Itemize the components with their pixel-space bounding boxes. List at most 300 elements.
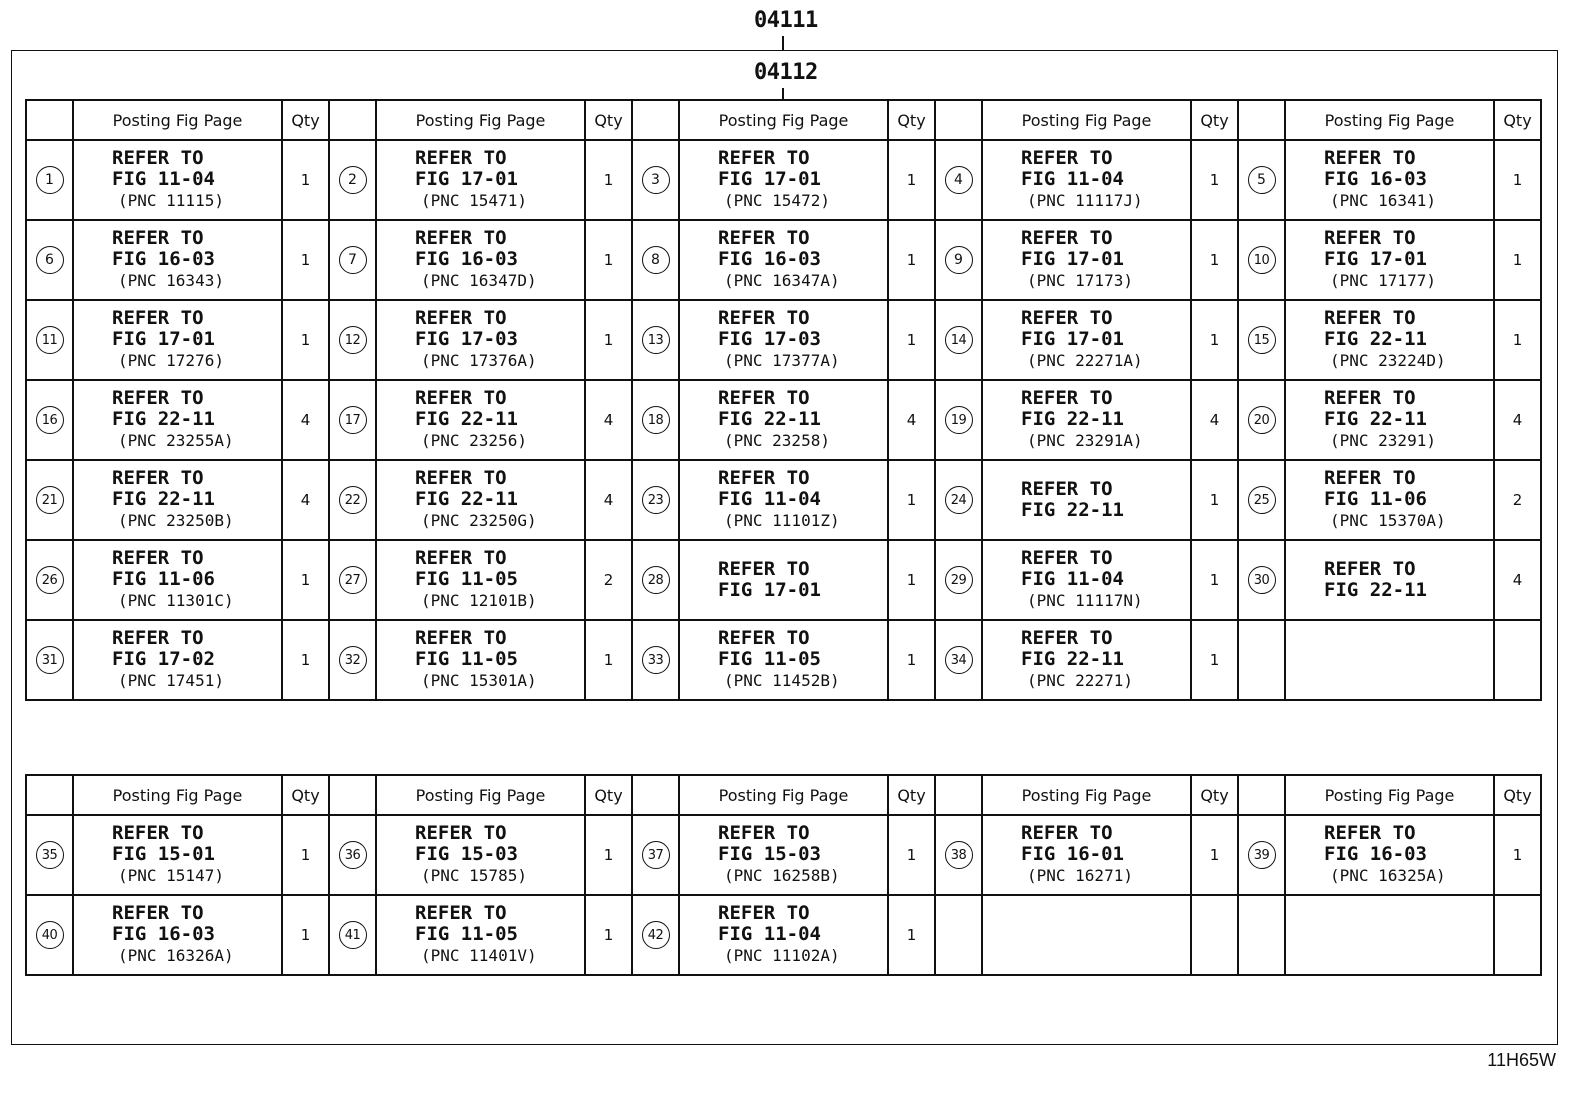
pnc-code: (PNC 15147) <box>118 866 224 885</box>
posting-reference-cell <box>1285 540 1494 620</box>
refer-to-label: REFER TO <box>1021 387 1113 409</box>
header-posting-fig-page: Posting Fig Page <box>1285 775 1494 815</box>
posting-reference-cell <box>982 220 1191 300</box>
item-number-cell <box>632 620 679 700</box>
item-number-badge: 33 <box>642 646 670 674</box>
posting-reference-cell <box>1285 220 1494 300</box>
pnc-code: (PNC 22271A) <box>1027 351 1143 370</box>
item-number-cell <box>26 300 73 380</box>
item-number-cell <box>26 220 73 300</box>
refer-to-label: REFER TO <box>1324 387 1416 409</box>
posting-reference-cell <box>1285 895 1494 975</box>
posting-reference-cell <box>982 380 1191 460</box>
refer-to-label: REFER TO <box>718 227 810 249</box>
item-number-badge: 19 <box>945 406 973 434</box>
posting-reference-cell <box>376 815 585 895</box>
pnc-code: (PNC 11115) <box>118 191 224 210</box>
fig-page-ref: FIG 22-11 <box>112 408 215 430</box>
qty-value: 4 <box>282 380 329 460</box>
item-number-badge: 22 <box>339 486 367 514</box>
header-posting-fig-page: Posting Fig Page <box>73 775 282 815</box>
item-number-cell <box>26 140 73 220</box>
qty-value: 1 <box>282 540 329 620</box>
table-row <box>26 140 1541 220</box>
posting-reference-cell <box>376 140 585 220</box>
pnc-code: (PNC 15370A) <box>1330 511 1446 530</box>
pnc-code: (PNC 16347A) <box>724 271 840 290</box>
posting-reference-cell <box>1285 380 1494 460</box>
table-row <box>26 300 1541 380</box>
pnc-code: (PNC 15471) <box>421 191 527 210</box>
posting-reference-cell <box>1285 620 1494 700</box>
refer-to-label: REFER TO <box>112 627 204 649</box>
item-number-badge: 17 <box>339 406 367 434</box>
fig-page-ref: FIG 16-03 <box>112 923 215 945</box>
item-number-badge: 16 <box>36 406 64 434</box>
qty-value: 1 <box>1191 540 1238 620</box>
pnc-code: (PNC 11401V) <box>421 946 537 965</box>
qty-value: 1 <box>1191 300 1238 380</box>
header-posting-fig-page: Posting Fig Page <box>982 775 1191 815</box>
header-qty: Qty <box>888 775 935 815</box>
fig-page-ref: FIG 11-06 <box>112 568 215 590</box>
item-number-cell <box>329 300 376 380</box>
pnc-code: (PNC 17376A) <box>421 351 537 370</box>
qty-value: 1 <box>282 140 329 220</box>
pnc-code: (PNC 23224D) <box>1330 351 1446 370</box>
item-number-badge: 21 <box>36 486 64 514</box>
fig-page-ref: FIG 22-11 <box>1021 648 1124 670</box>
qty-value: 1 <box>282 895 329 975</box>
pnc-code: (PNC 15301A) <box>421 671 537 690</box>
fig-page-ref: FIG 22-11 <box>112 488 215 510</box>
item-number-cell <box>935 380 982 460</box>
fig-page-ref: FIG 11-04 <box>1021 168 1124 190</box>
posting-reference-cell <box>679 300 888 380</box>
pnc-code: (PNC 11102A) <box>724 946 840 965</box>
refer-to-label: REFER TO <box>718 307 810 329</box>
qty-value: 1 <box>1494 300 1541 380</box>
qty-value: 1 <box>1191 220 1238 300</box>
header-blank-cell <box>329 775 376 815</box>
qty-value <box>1191 895 1238 975</box>
header-qty: Qty <box>1191 775 1238 815</box>
item-number-cell <box>26 540 73 620</box>
item-number-cell <box>1238 620 1285 700</box>
item-number-cell <box>632 300 679 380</box>
refer-to-label: REFER TO <box>1324 227 1416 249</box>
refer-to-label: REFER TO <box>718 467 810 489</box>
posting-reference-cell <box>1285 460 1494 540</box>
posting-reference-cell <box>73 220 282 300</box>
pnc-code: (PNC 17377A) <box>724 351 840 370</box>
posting-reference-cell <box>982 815 1191 895</box>
pnc-code: (PNC 11301C) <box>118 591 234 610</box>
qty-value: 1 <box>585 140 632 220</box>
pnc-code: (PNC 23250G) <box>421 511 537 530</box>
posting-reference-cell <box>679 895 888 975</box>
item-number-cell <box>26 815 73 895</box>
fig-page-ref: FIG 17-03 <box>718 328 821 350</box>
qty-value: 1 <box>888 815 935 895</box>
refer-to-label: REFER TO <box>112 147 204 169</box>
qty-value: 1 <box>282 815 329 895</box>
item-number-badge: 25 <box>1248 486 1276 514</box>
pnc-code: (PNC 17276) <box>118 351 224 370</box>
refer-to-label: REFER TO <box>1021 547 1113 569</box>
table-row <box>26 540 1541 620</box>
posting-reference-cell <box>73 300 282 380</box>
item-number-badge: 20 <box>1248 406 1276 434</box>
header-qty: Qty <box>282 100 329 140</box>
item-number-cell <box>632 220 679 300</box>
posting-reference-cell <box>73 620 282 700</box>
item-number-badge: 24 <box>945 486 973 514</box>
qty-value: 2 <box>1494 460 1541 540</box>
header-posting-fig-page: Posting Fig Page <box>376 775 585 815</box>
pnc-code: (PNC 17451) <box>118 671 224 690</box>
item-number-cell <box>1238 540 1285 620</box>
table-row <box>26 895 1541 975</box>
fig-page-ref: FIG 17-01 <box>1324 248 1427 270</box>
item-number-badge: 5 <box>1248 166 1276 194</box>
fig-page-ref: FIG 17-01 <box>112 328 215 350</box>
pnc-code: (PNC 16343) <box>118 271 224 290</box>
qty-value: 1 <box>1494 140 1541 220</box>
qty-value: 1 <box>888 620 935 700</box>
table-header-row <box>26 100 1541 140</box>
qty-value: 4 <box>585 380 632 460</box>
header-qty: Qty <box>1191 100 1238 140</box>
item-number-cell <box>935 460 982 540</box>
posting-reference-cell <box>679 380 888 460</box>
fig-page-ref: FIG 16-03 <box>1324 168 1427 190</box>
qty-value: 4 <box>1191 380 1238 460</box>
item-number-cell <box>1238 380 1285 460</box>
qty-value: 1 <box>888 895 935 975</box>
pnc-code: (PNC 23258) <box>724 431 830 450</box>
pnc-code: (PNC 16341) <box>1330 191 1436 210</box>
pnc-code: (PNC 15785) <box>421 866 527 885</box>
item-number-badge: 8 <box>642 246 670 274</box>
item-number-badge: 6 <box>36 246 64 274</box>
pnc-code: (PNC 23256) <box>421 431 527 450</box>
qty-value: 1 <box>585 895 632 975</box>
fig-page-ref: FIG 22-11 <box>1324 408 1427 430</box>
pnc-code: (PNC 23250B) <box>118 511 234 530</box>
qty-value: 1 <box>888 220 935 300</box>
posting-reference-cell <box>982 300 1191 380</box>
refer-to-label: REFER TO <box>415 822 507 844</box>
table-row <box>26 620 1541 700</box>
qty-value: 1 <box>888 140 935 220</box>
posting-reference-cell <box>73 460 282 540</box>
fig-page-ref: FIG 17-01 <box>1021 248 1124 270</box>
header-qty: Qty <box>282 775 329 815</box>
fig-page-ref: FIG 16-03 <box>415 248 518 270</box>
pnc-code: (PNC 22271) <box>1027 671 1133 690</box>
item-number-badge: 35 <box>36 841 64 869</box>
qty-value: 1 <box>282 620 329 700</box>
refer-to-label: REFER TO <box>718 822 810 844</box>
posting-reference-cell <box>679 220 888 300</box>
fig-page-ref: FIG 17-01 <box>415 168 518 190</box>
item-number-badge: 34 <box>945 646 973 674</box>
qty-value: 1 <box>585 620 632 700</box>
header-qty: Qty <box>888 100 935 140</box>
pnc-code: (PNC 16347D) <box>421 271 537 290</box>
assembly-code-inner: 04112 <box>754 60 818 85</box>
item-number-badge: 15 <box>1248 326 1276 354</box>
pnc-code: (PNC 11101Z) <box>724 511 840 530</box>
fig-page-ref: FIG 17-01 <box>718 168 821 190</box>
fig-page-ref: FIG 11-06 <box>1324 488 1427 510</box>
qty-value: 1 <box>1191 460 1238 540</box>
item-number-cell <box>329 460 376 540</box>
refer-to-label: REFER TO <box>112 307 204 329</box>
table-header-row <box>26 775 1541 815</box>
fig-page-ref: FIG 17-02 <box>112 648 215 670</box>
qty-value <box>1494 895 1541 975</box>
fig-page-ref: FIG 17-01 <box>718 579 821 601</box>
refer-to-label: REFER TO <box>415 902 507 924</box>
header-blank-cell <box>1238 775 1285 815</box>
header-posting-fig-page: Posting Fig Page <box>73 100 282 140</box>
pnc-code: (PNC 23291) <box>1330 431 1436 450</box>
item-number-badge: 28 <box>642 566 670 594</box>
pnc-code: (PNC 11117J) <box>1027 191 1143 210</box>
header-qty: Qty <box>1494 775 1541 815</box>
qty-value: 4 <box>282 460 329 540</box>
fig-page-ref: FIG 15-03 <box>718 843 821 865</box>
item-number-cell <box>26 895 73 975</box>
refer-to-label: REFER TO <box>415 227 507 249</box>
refer-to-label: REFER TO <box>415 547 507 569</box>
refer-to-label: REFER TO <box>718 627 810 649</box>
header-blank-cell <box>26 775 73 815</box>
item-number-badge: 42 <box>642 921 670 949</box>
posting-reference-cell <box>982 620 1191 700</box>
item-number-cell <box>935 140 982 220</box>
item-number-cell <box>632 895 679 975</box>
fig-page-ref: FIG 11-05 <box>415 923 518 945</box>
fig-page-ref: FIG 11-04 <box>112 168 215 190</box>
item-number-cell <box>632 380 679 460</box>
item-number-badge: 13 <box>642 326 670 354</box>
refer-to-label: REFER TO <box>415 147 507 169</box>
item-number-cell <box>26 380 73 460</box>
qty-value: 1 <box>1191 620 1238 700</box>
refer-to-label: REFER TO <box>1021 227 1113 249</box>
item-number-badge: 37 <box>642 841 670 869</box>
posting-reference-cell <box>376 380 585 460</box>
item-number-badge: 27 <box>339 566 367 594</box>
item-number-badge: 1 <box>36 166 64 194</box>
pnc-code: (PNC 23291A) <box>1027 431 1143 450</box>
item-number-badge: 26 <box>36 566 64 594</box>
pnc-code: (PNC 23255A) <box>118 431 234 450</box>
posting-reference-cell <box>73 895 282 975</box>
item-number-badge: 32 <box>339 646 367 674</box>
fig-page-ref: FIG 22-11 <box>1021 499 1124 521</box>
refer-to-label: REFER TO <box>415 627 507 649</box>
qty-value <box>1494 620 1541 700</box>
qty-value: 1 <box>1494 815 1541 895</box>
posting-reference-cell <box>73 140 282 220</box>
pnc-code: (PNC 16258B) <box>724 866 840 885</box>
fig-page-ref: FIG 16-03 <box>718 248 821 270</box>
pnc-code: (PNC 11452B) <box>724 671 840 690</box>
refer-to-label: REFER TO <box>1324 147 1416 169</box>
refer-to-label: REFER TO <box>1021 147 1113 169</box>
item-number-badge: 40 <box>36 921 64 949</box>
posting-reference-cell <box>376 460 585 540</box>
posting-reference-cell <box>982 140 1191 220</box>
posting-reference-cell <box>679 540 888 620</box>
refer-to-label: REFER TO <box>112 387 204 409</box>
posting-reference-cell <box>73 380 282 460</box>
posting-reference-cell <box>679 815 888 895</box>
assembly-code-outer: 04111 <box>754 8 818 33</box>
header-blank-cell <box>632 100 679 140</box>
reference-table-2 <box>25 774 1542 976</box>
header-blank-cell <box>935 775 982 815</box>
posting-reference-cell <box>73 540 282 620</box>
item-number-badge: 30 <box>1248 566 1276 594</box>
qty-value: 1 <box>888 540 935 620</box>
posting-reference-cell <box>376 300 585 380</box>
item-number-badge: 31 <box>36 646 64 674</box>
item-number-badge: 10 <box>1248 246 1276 274</box>
qty-value: 4 <box>1494 380 1541 460</box>
item-number-cell <box>1238 300 1285 380</box>
header-posting-fig-page: Posting Fig Page <box>376 100 585 140</box>
item-number-badge: 18 <box>642 406 670 434</box>
header-posting-fig-page: Posting Fig Page <box>982 100 1191 140</box>
qty-value: 1 <box>1191 815 1238 895</box>
header-blank-cell <box>1238 100 1285 140</box>
fig-page-ref: FIG 11-05 <box>718 648 821 670</box>
posting-reference-cell <box>73 815 282 895</box>
posting-reference-cell <box>376 540 585 620</box>
header-blank-cell <box>632 775 679 815</box>
header-posting-fig-page: Posting Fig Page <box>679 100 888 140</box>
pnc-code: (PNC 16325A) <box>1330 866 1446 885</box>
refer-to-label: REFER TO <box>1021 627 1113 649</box>
refer-to-label: REFER TO <box>718 147 810 169</box>
posting-reference-cell <box>982 540 1191 620</box>
refer-to-label: REFER TO <box>112 467 204 489</box>
item-number-cell <box>935 620 982 700</box>
item-number-cell <box>1238 895 1285 975</box>
item-number-cell <box>329 380 376 460</box>
refer-to-label: REFER TO <box>112 822 204 844</box>
pnc-code: (PNC 15472) <box>724 191 830 210</box>
posting-reference-cell <box>1285 815 1494 895</box>
fig-page-ref: FIG 11-04 <box>718 488 821 510</box>
table-row <box>26 815 1541 895</box>
posting-reference-cell <box>679 140 888 220</box>
qty-value: 4 <box>585 460 632 540</box>
header-blank-cell <box>935 100 982 140</box>
qty-value: 2 <box>585 540 632 620</box>
item-number-badge: 39 <box>1248 841 1276 869</box>
refer-to-label: REFER TO <box>1021 822 1113 844</box>
item-number-cell <box>935 540 982 620</box>
refer-to-label: REFER TO <box>415 307 507 329</box>
reference-table-1 <box>25 99 1542 701</box>
posting-reference-cell <box>376 620 585 700</box>
header-posting-fig-page: Posting Fig Page <box>679 775 888 815</box>
qty-value: 1 <box>1494 220 1541 300</box>
posting-reference-cell <box>1285 300 1494 380</box>
refer-to-label: REFER TO <box>1324 467 1416 489</box>
item-number-cell <box>935 220 982 300</box>
posting-reference-cell <box>376 220 585 300</box>
pnc-code: (PNC 11117N) <box>1027 591 1143 610</box>
qty-value: 1 <box>585 300 632 380</box>
fig-page-ref: FIG 17-01 <box>1021 328 1124 350</box>
refer-to-label: REFER TO <box>718 387 810 409</box>
item-number-cell <box>1238 140 1285 220</box>
table-row <box>26 380 1541 460</box>
qty-value: 1 <box>282 300 329 380</box>
item-number-cell <box>935 300 982 380</box>
illustration-code: 11H65W <box>1487 1050 1556 1070</box>
qty-value: 1 <box>888 300 935 380</box>
header-posting-fig-page: Posting Fig Page <box>1285 100 1494 140</box>
item-number-badge: 3 <box>642 166 670 194</box>
item-number-cell <box>26 620 73 700</box>
item-number-badge: 9 <box>945 246 973 274</box>
fig-page-ref: FIG 11-04 <box>1021 568 1124 590</box>
pnc-code: (PNC 16271) <box>1027 866 1133 885</box>
item-number-cell <box>329 140 376 220</box>
item-number-cell <box>632 460 679 540</box>
fig-page-ref: FIG 22-11 <box>718 408 821 430</box>
posting-reference-cell <box>679 620 888 700</box>
pnc-code: (PNC 16326A) <box>118 946 234 965</box>
fig-page-ref: FIG 16-01 <box>1021 843 1124 865</box>
qty-value: 1 <box>1191 140 1238 220</box>
pnc-code: (PNC 12101B) <box>421 591 537 610</box>
posting-reference-cell <box>982 460 1191 540</box>
fig-page-ref: FIG 22-11 <box>1021 408 1124 430</box>
item-number-badge: 14 <box>945 326 973 354</box>
fig-page-ref: FIG 11-04 <box>718 923 821 945</box>
item-number-cell <box>329 895 376 975</box>
pnc-code: (PNC 17177) <box>1330 271 1436 290</box>
qty-value: 1 <box>888 460 935 540</box>
refer-to-label: REFER TO <box>718 902 810 924</box>
refer-to-label: REFER TO <box>415 387 507 409</box>
refer-to-label: REFER TO <box>1021 307 1113 329</box>
item-number-cell <box>632 540 679 620</box>
header-qty: Qty <box>585 775 632 815</box>
item-number-badge: 12 <box>339 326 367 354</box>
item-number-cell <box>329 815 376 895</box>
fig-page-ref: FIG 15-03 <box>415 843 518 865</box>
fig-page-ref: FIG 22-11 <box>1324 579 1427 601</box>
fig-page-ref: FIG 17-03 <box>415 328 518 350</box>
item-number-cell <box>1238 220 1285 300</box>
item-number-cell <box>26 460 73 540</box>
fig-page-ref: FIG 16-03 <box>1324 843 1427 865</box>
qty-value: 4 <box>1494 540 1541 620</box>
pnc-code: (PNC 17173) <box>1027 271 1133 290</box>
header-blank-cell <box>26 100 73 140</box>
refer-to-label: REFER TO <box>718 558 810 580</box>
